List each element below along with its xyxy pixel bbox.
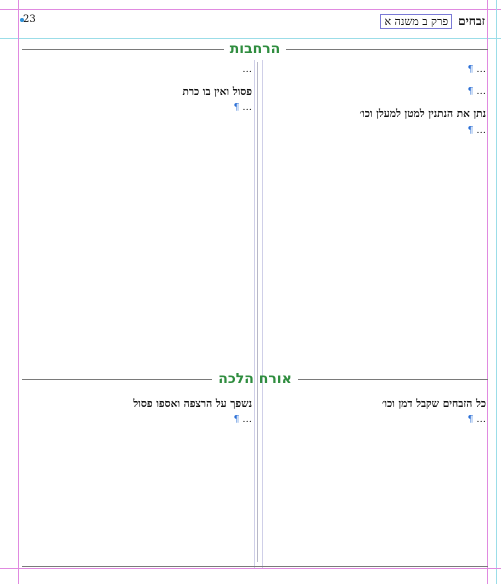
- pilcrow-icon: ¶: [467, 87, 474, 98]
- bottom-left-column: [24, 397, 252, 562]
- paragraph-heading: נתן את הנתנין למטן למעלן וכו׳: [359, 108, 486, 121]
- paragraph-heading: כל הזבחים שקבל דמן וכו׳: [381, 398, 486, 410]
- section-title-halacha: [22, 370, 488, 388]
- top-right-column: [262, 63, 486, 363]
- paragraph-text: …: [242, 414, 252, 426]
- page-number: 23: [23, 14, 36, 25]
- paragraph-text: …: [476, 414, 486, 426]
- section-title-label: אורח הלכה: [218, 371, 292, 387]
- paragraph: [262, 413, 486, 427]
- pilcrow-icon: ¶: [467, 65, 474, 75]
- column-divider: [257, 62, 258, 562]
- paragraph: [24, 101, 252, 115]
- pilcrow-icon: ¶: [233, 103, 240, 114]
- bottom-right-column: [262, 397, 486, 562]
- paragraph-text: …: [476, 86, 486, 98]
- pilcrow-icon: ¶: [233, 415, 240, 426]
- paragraph-heading: נשפך על הרצפה ואספו פסול: [133, 398, 252, 410]
- paragraph-heading: פסול ואין בו כרת: [182, 86, 252, 99]
- running-header-title: זבחים: [458, 13, 485, 28]
- paragraph-text: …: [242, 64, 252, 75]
- section-rule: [298, 379, 488, 380]
- margin-guide-bottom: [0, 568, 501, 569]
- top-left-column: [24, 63, 252, 363]
- running-header: [15, 12, 485, 30]
- section-title-expansions: [22, 40, 488, 58]
- margin-guide-right: [487, 0, 488, 584]
- pilcrow-icon: ¶: [467, 125, 474, 136]
- margin-guide-top-inner: [0, 38, 501, 39]
- margin-guide-top: [0, 9, 501, 10]
- section-rule: [22, 379, 212, 380]
- column-guide-left: [254, 60, 255, 568]
- paragraph-text: …: [476, 124, 486, 136]
- paragraph: [24, 413, 252, 427]
- paragraph: [262, 124, 486, 138]
- section-title-label: הרחבות: [229, 41, 281, 57]
- paragraph-text: …: [242, 102, 252, 114]
- section-rule: [22, 49, 224, 50]
- paragraph-text: …: [476, 64, 486, 75]
- paragraph: [262, 63, 486, 77]
- margin-guide-right-outer: [496, 0, 497, 584]
- bottom-rule: [22, 566, 488, 567]
- paragraph: [24, 63, 252, 77]
- paragraph: [262, 85, 486, 99]
- running-header-subtitle[interactable]: פרק ב משנה א: [380, 14, 452, 29]
- margin-guide-left: [18, 0, 19, 584]
- section-rule: [286, 49, 488, 50]
- pilcrow-icon: ¶: [467, 415, 474, 426]
